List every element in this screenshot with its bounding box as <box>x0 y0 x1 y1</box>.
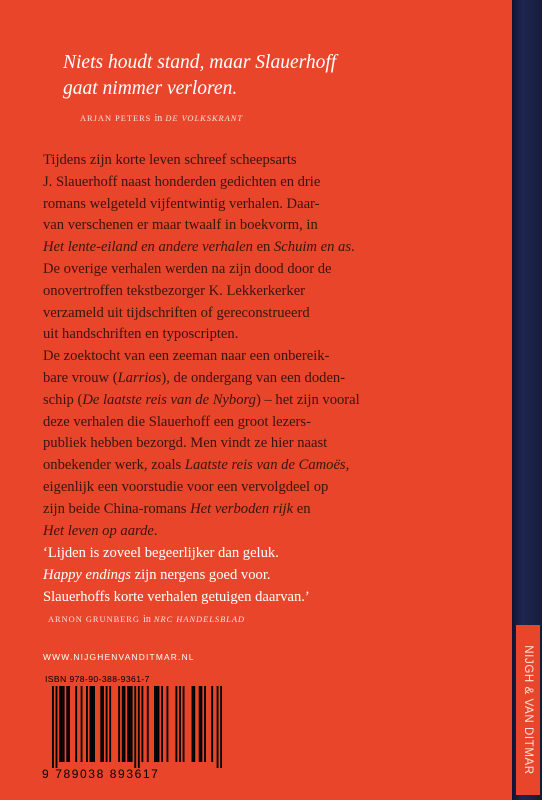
barcode-bar <box>68 686 70 762</box>
barcode-bar <box>183 686 185 762</box>
bottom-quote-in: in <box>143 614 151 625</box>
top-quote-in: in <box>154 113 163 124</box>
blurb-line: verzameld uit tijdschriften of gereconstrueerd <box>43 304 310 321</box>
barcode-bar <box>127 686 129 762</box>
top-quote <box>63 50 483 102</box>
barcode-bar <box>201 686 203 762</box>
book-title: Het leven op aarde <box>43 522 154 539</box>
blurb-line: schip (De laatste reis van de Nyborg) – het zijn vooral <box>43 391 360 408</box>
blurb-line: Het lente-eiland en andere verhalen en Schuim en as. <box>43 239 355 256</box>
spine-publisher-text: NIJGH & VAN DITMAR <box>522 645 534 775</box>
blurb-line: bare vrouw (Larrios), de ondergang van een doden- <box>43 369 346 386</box>
blurb-text <box>43 150 503 542</box>
barcode-area <box>42 670 228 784</box>
barcode-bar <box>129 686 131 762</box>
barcode-bar <box>175 686 177 762</box>
barcode-bar <box>81 686 83 762</box>
blurb-line: onbekender werk, zoals Laatste reis van de Camoës, <box>43 457 350 474</box>
bottom-quote-source: NRC HANDELSBLAD <box>153 615 246 624</box>
barcode-bar <box>193 686 195 762</box>
barcode-bar <box>93 686 95 762</box>
spine-publisher-label <box>516 625 540 795</box>
top-quote-source: DE VOLKSKRANT <box>165 114 243 123</box>
barcode-bar <box>211 686 213 762</box>
blurb-line: eigenlijk een voorstudie voor een vervolgdeel op <box>43 478 329 495</box>
barcode-bar <box>131 686 133 762</box>
story-title: De laatste reis van de Nyborg <box>82 391 256 408</box>
barcode-bar <box>66 686 68 762</box>
top-quote-attribution <box>80 113 243 124</box>
barcode-bar <box>52 686 54 768</box>
bottom-quote-line-1: ‘Lijden is zoveel begeerlijker dan geluk. <box>43 545 279 561</box>
blurb-line: Het leven op aarde. <box>43 522 158 539</box>
barcode-bar <box>63 686 65 762</box>
blurb-line: De zoektocht van een zeeman naar een onbereik- <box>43 348 330 365</box>
story-title: Laatste reis van de Camoës <box>184 457 346 474</box>
barcode-bar <box>102 686 104 762</box>
isbn-text: ISBN 978-90-388-9361-7 <box>45 674 150 684</box>
blurb-line: romans welgeteld vijfentwintig verhalen. Daar- <box>43 195 320 212</box>
book-title: Het verboden rijk <box>190 500 294 517</box>
barcode-bar <box>154 686 156 762</box>
barcode-bar <box>204 686 206 762</box>
barcode-bar <box>124 686 126 762</box>
top-quote-line-1: Niets houdt stand, maar Slauerhoff <box>63 52 337 73</box>
barcode-bar <box>167 686 169 762</box>
barcode-bar <box>217 686 219 768</box>
publisher-website: WWW.NIJGHENVANDITMAR.NL <box>43 652 195 662</box>
bottom-quote-line-2: Happy endings zijn nergens goed voor. <box>43 566 271 583</box>
book-title: Schuim en as <box>274 239 352 256</box>
blurb-line: Tijdens zijn korte leven schreef scheepsarts <box>43 152 297 168</box>
barcode-bar <box>161 686 163 762</box>
barcode-bar <box>134 686 136 768</box>
bottom-quote <box>43 543 503 608</box>
barcode-bar <box>75 686 77 762</box>
bottom-quote-attribution <box>48 614 245 625</box>
top-quote-author: ARJAN PETERS <box>80 114 152 123</box>
barcode-bar <box>141 686 143 762</box>
blurb-line: J. Slauerhoff naast honderden gedichten en drie <box>43 173 321 190</box>
barcode-bar <box>56 686 58 768</box>
barcode-bar <box>138 686 140 768</box>
barcode-bar <box>90 686 92 762</box>
barcode-bar <box>220 686 222 768</box>
barcode-bar <box>86 686 88 762</box>
barcode-bar <box>122 686 124 762</box>
barcode-bar <box>147 686 149 762</box>
barcode-bar <box>100 686 102 762</box>
book-title: Het lente-eiland en andere verhalen <box>43 239 253 256</box>
blurb-line: zijn beide China-romans Het verboden rijk en <box>43 500 311 517</box>
barcode-bar <box>192 686 194 762</box>
barcode-bar <box>118 686 120 762</box>
blurb-line: van verschenen er maar twaalf in boekvorm, in <box>43 217 318 234</box>
blurb-line: onovertroffen tekstbezorger K. Lekkerkerker <box>43 282 306 299</box>
blurb-line: publiek hebben bezorgd. Men vindt ze hier naast <box>43 435 328 452</box>
story-title: Larrios <box>117 369 162 386</box>
barcode-bar <box>109 686 111 762</box>
top-quote-line-2: gaat nimmer verloren. <box>63 78 238 99</box>
barcode-bar <box>158 686 160 762</box>
barcode-bar <box>59 686 61 762</box>
blurb-line: uit handschriften en typoscripten. <box>43 326 239 343</box>
barcode-bar <box>91 686 93 762</box>
barcode-digits: 9 789038 893617 <box>42 767 160 781</box>
barcode-bar <box>106 686 108 762</box>
barcode-bar <box>179 686 181 762</box>
blurb-line: De overige verhalen werden na zijn dood door de <box>43 260 332 277</box>
blurb-line: deze verhalen die Slauerhoff een groot lezers- <box>43 413 311 430</box>
barcode-icon <box>52 686 222 768</box>
bottom-quote-author: ARNON GRUNBERG <box>48 615 140 624</box>
barcode-bar <box>156 686 158 762</box>
barcode-bar <box>61 686 63 762</box>
bottom-quote-line-3: Slauerhoffs korte verhalen getuigen daarvan.’ <box>43 588 310 605</box>
barcode-bar <box>199 686 201 762</box>
